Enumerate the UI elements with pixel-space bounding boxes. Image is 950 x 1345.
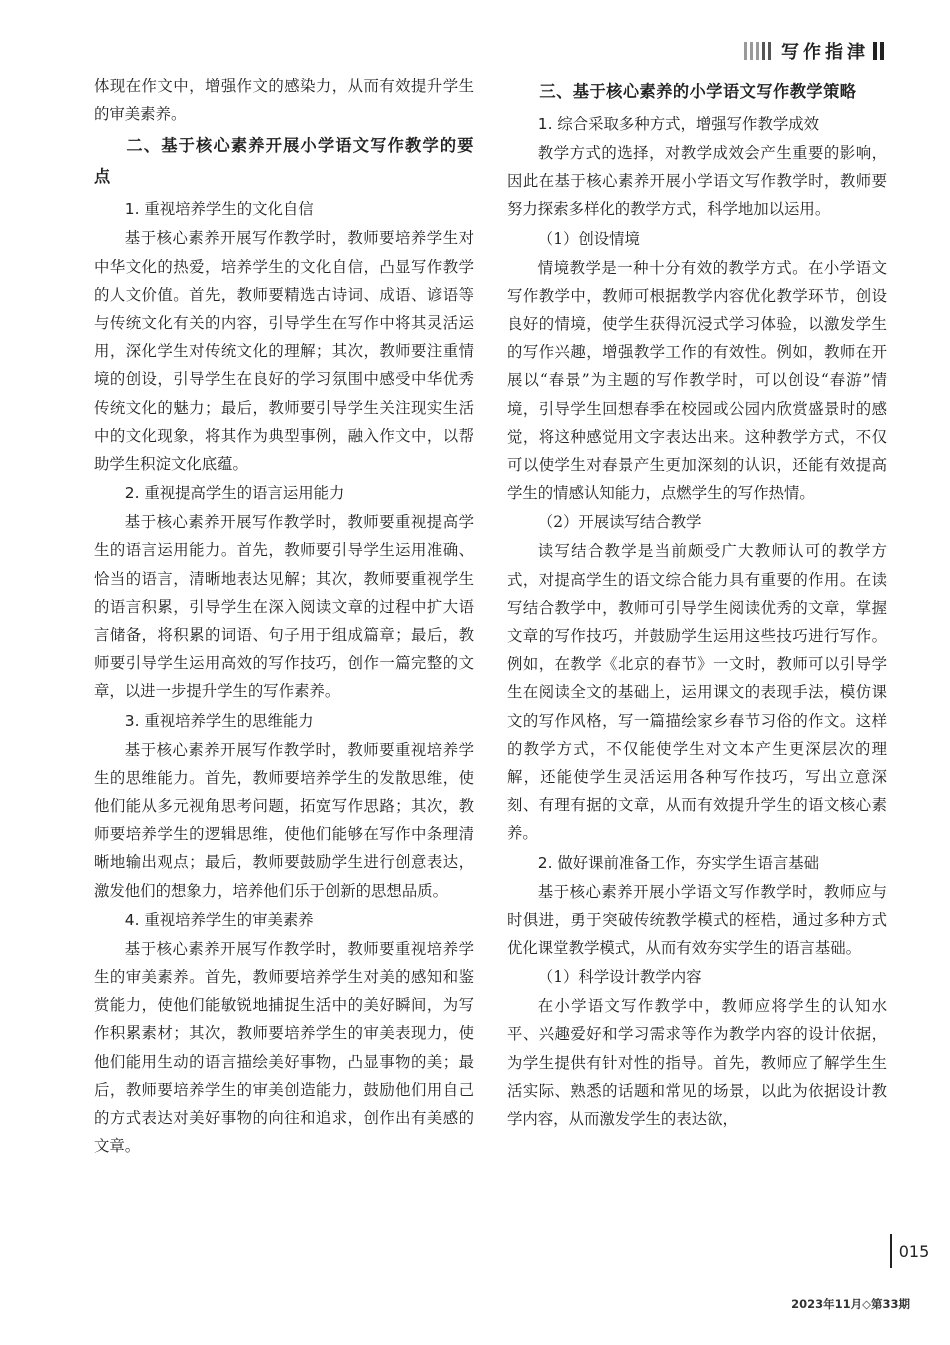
subheading-cultural-confidence: 1. 重视培养学生的文化自信 — [124, 200, 314, 219]
paragraph-multiple-methods: 教学方式的选择，对教学成效会产生重要的影响，因此在基于核心素养开展小学语文写作教学时，教师要努力探索多样化的教学方式，科学地加以运用。 — [507, 144, 887, 219]
paragraph-cultural-confidence: 基于核心素养开展写作教学时，教师要培养学生对中华文化的热爱，培养学生的文化自信，凸显写作教学的人文价值。首先，教师要精选古诗词、成语、谚语等与传统文化有关的内容，引导学生在写作中将其灵活运用，深化学生对传统文化的理解；其次，教师要注重情境的创设，引导学生在良好的学习氛围中感受中华优秀传统文化的魅力；最后，教师要引导学生关注现实生活中的文化现象，将其作为典型事例，融入作文中，以帮助学生积淀文化底蕴。 — [94, 229, 474, 474]
running-header — [744, 38, 884, 64]
paragraph-language-ability: 基于核心素养开展写作教学时，教师要重视提高学生的语言运用能力。首先，教师要引导学生运用准确、恰当的语言，清晰地表达见解；其次，教师要重视学生的语言积累，引导学生在深入阅读文章的过程中扩大语言储备，将积累的词语、句子用于组成篇章；最后，教师要引导学生运用高效的写作技巧，创作一篇完整的文章，以进一步提升学生的写作素养。 — [94, 513, 474, 701]
header-stripes-decoration — [744, 42, 771, 60]
section-label: 写作指津 — [781, 42, 869, 63]
paragraph-design-content: 在小学语文写作教学中，教师应将学生的认知水平、兴趣爱好和学习需求等作为教学内容的设计依据，为学生提供有针对性的指导。首先，教师应了解学生生活实际、熟悉的话题和常见的场景，以此为依据设计教学内容，从而激发学生的表达欲， — [507, 997, 887, 1129]
paragraph-thinking-ability: 基于核心素养开展写作教学时，教师要重视培养学生的思维能力。首先，教师要培养学生的发散思维，使他们能从多元视角思考问题，拓宽写作思路；其次，教师要培养学生的逻辑思维，使他们能够在写作中条理清晰地输出观点；最后，教师要鼓励学生进行创意表达，激发他们的想象力，培养他们乐于创新的思想品质。 — [94, 740, 474, 900]
paragraph-class-preparation: 基于核心素养开展小学语文写作教学时，教师应与时俱进，勇于突破传统教学模式的桎梏，通过多种方式优化课堂教学模式，从而有效夯实学生的语言基础。 — [507, 882, 887, 958]
subheading-create-situation: （1）创设情境 — [537, 229, 640, 248]
continued-paragraph: 体现在作文中，增强作文的感染力，从而有效提升学生的审美素养。 — [94, 77, 474, 124]
section-heading-2: 二、基于核心素养开展小学语文写作教学的要点 — [94, 136, 474, 187]
subheading-thinking-ability: 3. 重视培养学生的思维能力 — [124, 711, 314, 730]
subheading-reading-writing: （2）开展读写结合教学 — [537, 513, 702, 532]
subheading-multiple-methods: 1. 综合采取多种方式，增强写作教学成效 — [537, 115, 820, 133]
subheading-language-ability: 2. 重视提高学生的语言运用能力 — [124, 484, 345, 503]
paragraph-create-situation: 情境教学是一种十分有效的教学方式。在小学语文写作教学中，教师可根据教学内容优化教学环节，创设良好的情境，使学生获得沉浸式学习体验，以激发学生的写作兴趣，增强教学工作的有效性。例如，教师在开展以“春景”为主题的写作教学时，可以创设“春游”情境，引导学生回想春季在校园或公园内欣赏盛景时的感觉，将这种感觉用文字表达出来。这种教学方式，不仅可以使学生对春景产生更加深刻的认识，还能有效提高学生的情感认知能力，点燃学生的写作热情。 — [507, 258, 887, 503]
issue-info: 2023年11月◇第33期 — [791, 1297, 910, 1311]
page-number: 015 — [890, 1234, 936, 1268]
subheading-class-preparation: 2. 做好课前准备工作，夯实学生语言基础 — [537, 853, 820, 872]
subheading-design-content: （1）科学设计教学内容 — [537, 968, 702, 987]
paragraph-aesthetic-literacy: 基于核心素养开展写作教学时，教师要重视培养学生的审美素养。首先，教师要培养学生对美的感知和鉴赏能力，使他们能敏锐地捕捉生活中的美好瞬间，为写作积累素材；其次，教师要培养学生的审美表现力，使他们能用生动的语言描绘美好事物，凸显事物的美；最后，教师要培养学生的审美创造能力，鼓励他们用自己的方式表达对美好事物的向往和追求，创作出有美感的文章。 — [94, 939, 474, 1156]
subheading-aesthetic-literacy: 4. 重视培养学生的审美素养 — [124, 910, 314, 929]
left-column — [94, 72, 474, 1161]
header-end-bars-decoration — [873, 42, 884, 60]
right-column — [507, 72, 887, 1133]
paragraph-reading-writing: 读写结合教学是当前颇受广大教师认可的教学方式，对提高学生的语文综合能力具有重要的作用。在读写结合教学中，教师可引导学生阅读优秀的文章，掌握文章的写作技巧，并鼓励学生运用这些技巧进行写作。例如，在教学《北京的春节》一文时，教师可以引导学生在阅读全文的基础上，运用课文的表现手法，模仿课文的写作风格，写一篇描绘家乡春节习俗的作文。这样的教学方式，不仅能使学生对文本产生更深层次的理解，还能使学生灵活运用各种写作技巧，写出立意深刻、有理有据的文章，从而有效提升学生的语文核心素养。 — [507, 542, 887, 843]
section-heading-3: 三、基于核心素养的小学语文写作教学策略 — [539, 82, 857, 101]
